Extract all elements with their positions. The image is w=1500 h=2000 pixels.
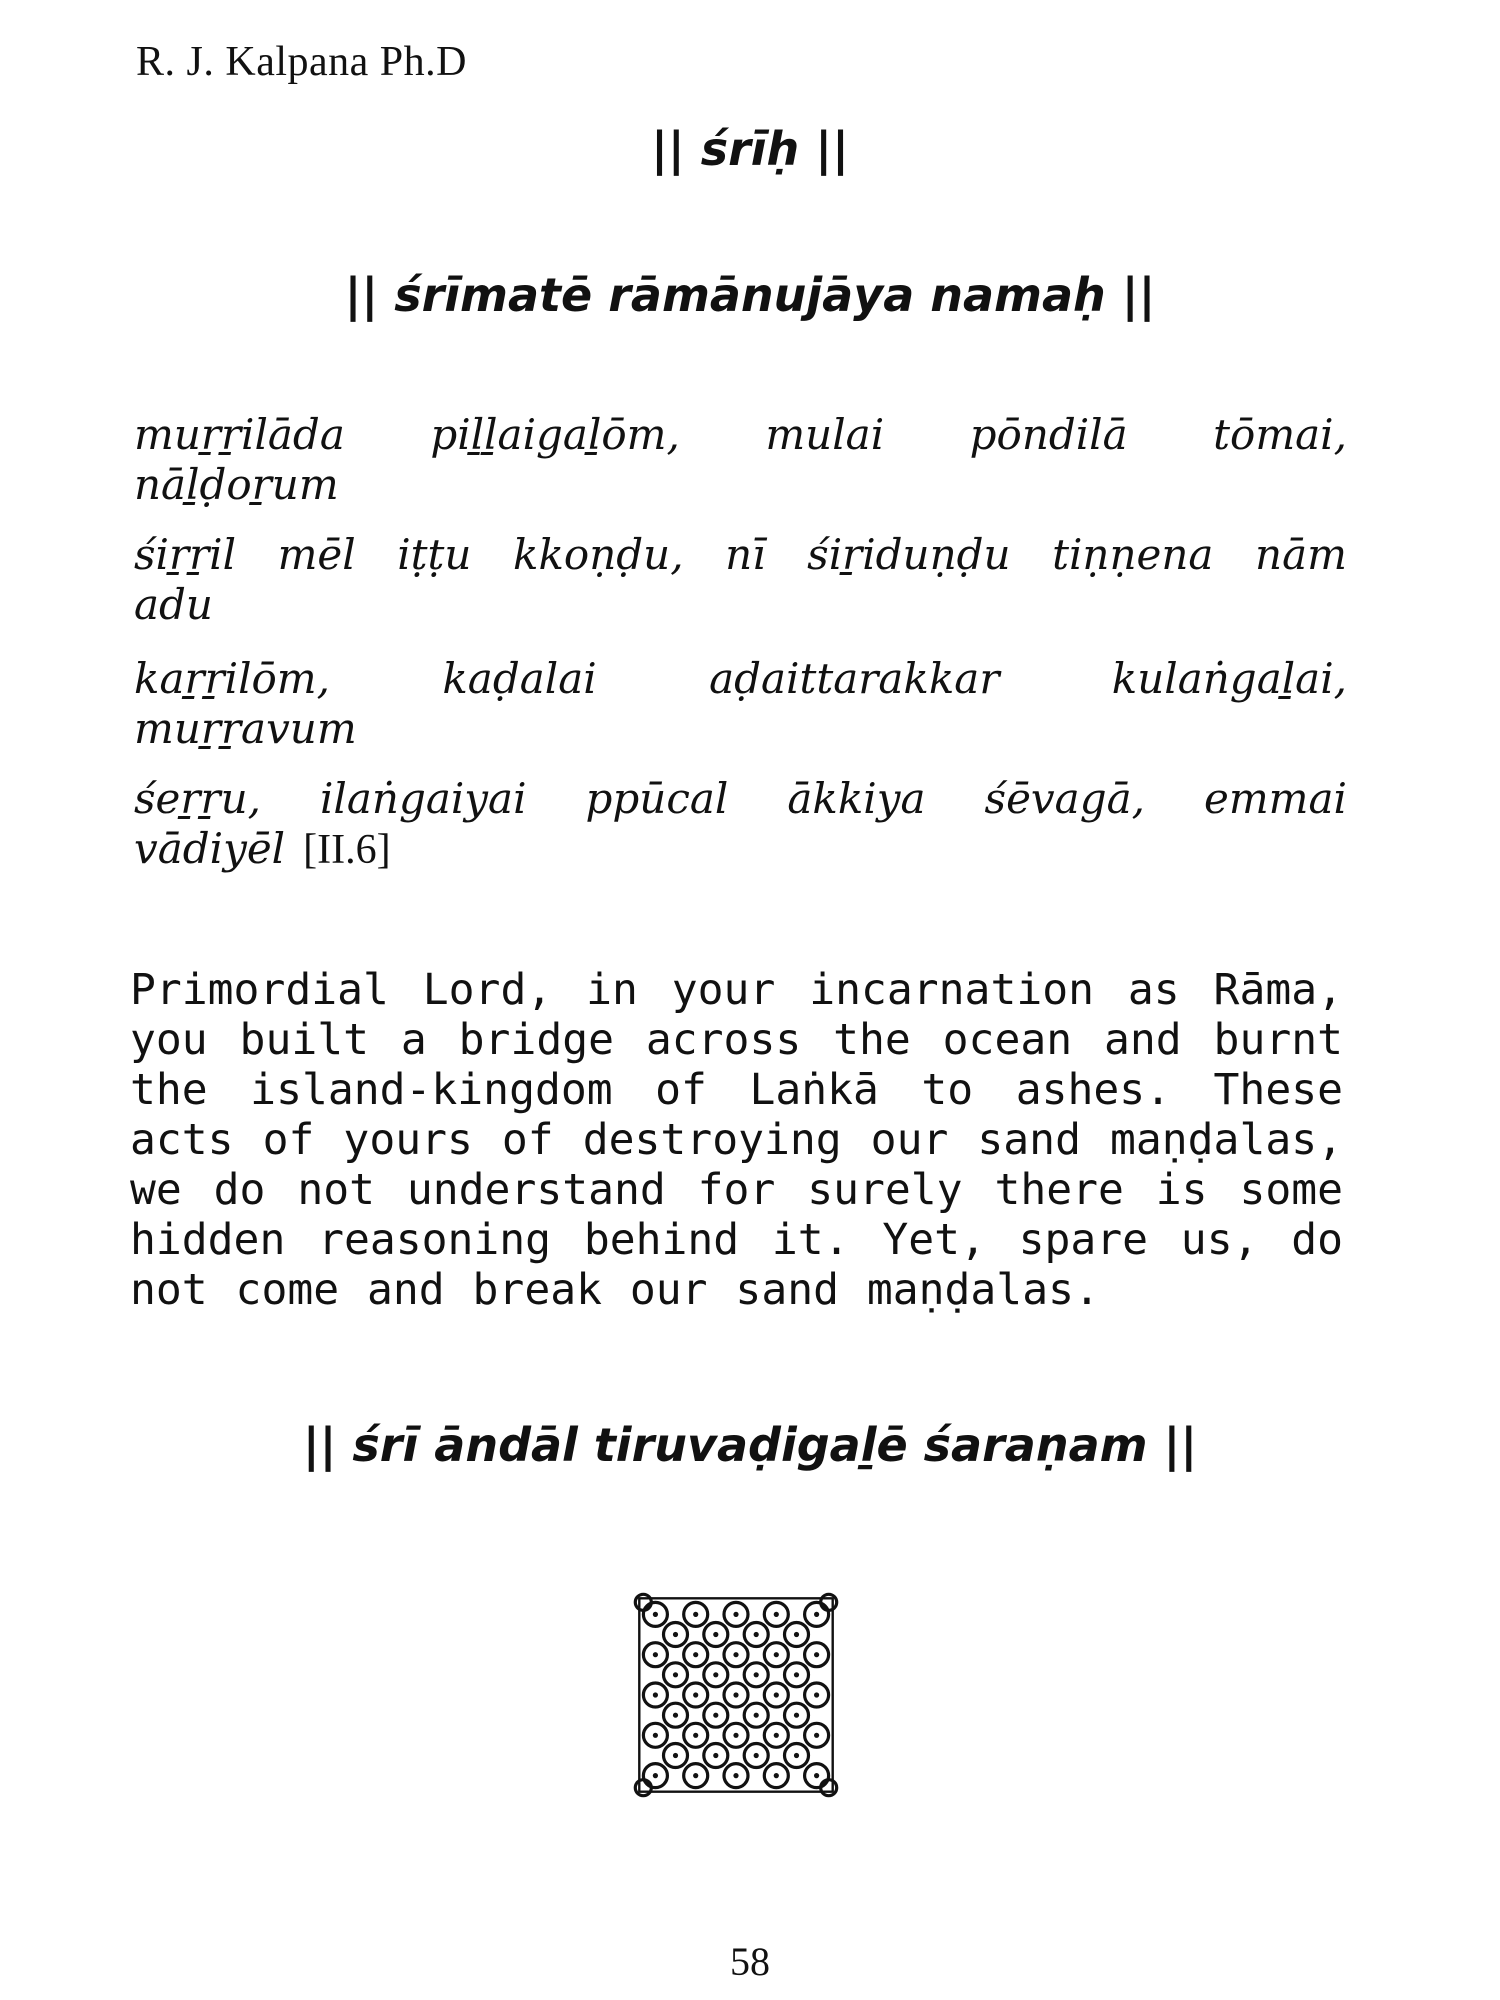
translation-paragraph: Primordial Lord, in your incarnation as Rāma, you built a bridge across the ocean and burnt the island-kingdom of Laṅkā to ashes. These acts of yours of destroying our sand maṇḍalas, we do not understand for surely there is some hidden reasoning behind it. Yet, spare us, do not come and break our sand maṇḍalas. bbox=[130, 965, 1343, 1315]
verse-stanza-2 bbox=[134, 530, 1347, 630]
kolam-dot bbox=[713, 1672, 718, 1677]
invocation-srimate: || śrīmatē rāmānujāya namaḥ || bbox=[344, 268, 1156, 322]
kolam-dot bbox=[733, 1652, 738, 1657]
verse-word: kaṟṟilōm, bbox=[134, 654, 330, 703]
verse-word: śiṟiduṇḍu bbox=[807, 530, 1011, 579]
kolam-dot bbox=[814, 1692, 819, 1697]
verse-word: śēvagā, bbox=[984, 774, 1145, 823]
invocation-srih: || śrīḥ || bbox=[651, 122, 849, 176]
verse-line bbox=[134, 530, 1347, 580]
verse-line bbox=[134, 774, 1347, 824]
verse-word: ppūcal bbox=[585, 774, 729, 823]
kolam-dot bbox=[774, 1692, 779, 1697]
kolam-dot bbox=[693, 1733, 698, 1738]
kolam-dot bbox=[693, 1652, 698, 1657]
kolam-dot bbox=[693, 1692, 698, 1697]
kolam-dot bbox=[794, 1672, 799, 1677]
verse-continuation-line bbox=[134, 824, 1347, 875]
kolam-dot bbox=[673, 1713, 678, 1718]
verse-word: kkoṇḍu, bbox=[513, 530, 684, 579]
verse-word: kulaṅgaḻai, bbox=[1111, 654, 1347, 703]
kolam-tip bbox=[821, 1594, 837, 1610]
verse-continuation: vādiyēl bbox=[134, 824, 286, 873]
verse-word: ilaṅgaiyai bbox=[319, 774, 527, 823]
kolam-dot bbox=[713, 1632, 718, 1637]
closing-invocation: || śrī āndāl tiruvaḍigaḻē śaraṇam || bbox=[302, 1418, 1198, 1472]
verse-word: kaḍalai bbox=[442, 654, 597, 703]
page-number: 58 bbox=[730, 1939, 770, 1984]
kolam-tip bbox=[821, 1780, 837, 1796]
kolam-dot bbox=[733, 1692, 738, 1697]
kolam-dot bbox=[713, 1713, 718, 1718]
kolam-dot bbox=[774, 1612, 779, 1617]
kolam-dot bbox=[774, 1652, 779, 1657]
kolam-dot bbox=[754, 1672, 759, 1677]
kolam-dot bbox=[713, 1753, 718, 1758]
verse-stanza-4 bbox=[134, 774, 1347, 875]
kolam-dot bbox=[794, 1713, 799, 1718]
kolam-tip bbox=[635, 1780, 651, 1796]
verse-word: ākkiya bbox=[787, 774, 926, 823]
verse-continuation: nāḻḍoṟum bbox=[134, 460, 339, 509]
verse-line bbox=[134, 654, 1347, 704]
verse-word: śiṟṟil bbox=[134, 530, 237, 579]
kolam-icon bbox=[596, 1555, 876, 1835]
kolam-dot bbox=[774, 1773, 779, 1778]
kolam-dot bbox=[653, 1692, 658, 1697]
verse-continuation: muṟṟavum bbox=[134, 704, 357, 753]
verse-word: nām bbox=[1255, 530, 1347, 579]
kolam-dot bbox=[653, 1652, 658, 1657]
verse-reference: [II.6] bbox=[303, 827, 391, 873]
kolam-dot bbox=[653, 1612, 658, 1617]
verse-word: nī bbox=[725, 530, 766, 579]
kolam-dot bbox=[653, 1773, 658, 1778]
verse-line bbox=[134, 410, 1347, 460]
verse-word: pōndilā bbox=[969, 410, 1128, 459]
verse-word: iṭṭu bbox=[397, 530, 472, 579]
verse-word: mulai bbox=[765, 410, 885, 459]
verse-word: mēl bbox=[277, 530, 356, 579]
kolam-dot bbox=[794, 1753, 799, 1758]
kolam-dot bbox=[774, 1733, 779, 1738]
verse-word: emmai bbox=[1203, 774, 1347, 823]
kolam-dot bbox=[673, 1632, 678, 1637]
verse-word: muṟṟilāda bbox=[134, 410, 345, 459]
kolam-dot bbox=[754, 1632, 759, 1637]
verse-stanza-1 bbox=[134, 410, 1347, 510]
kolam-dot bbox=[814, 1652, 819, 1657]
verse-word: tōmai, bbox=[1213, 410, 1347, 459]
kolam-dot bbox=[653, 1733, 658, 1738]
verse-word: śeṟṟu, bbox=[134, 774, 261, 823]
kolam-dot bbox=[794, 1632, 799, 1637]
kolam-dot bbox=[733, 1733, 738, 1738]
author-name: R. J. Kalpana Ph.D bbox=[136, 39, 467, 85]
verse-stanza-3 bbox=[134, 654, 1347, 754]
kolam-dot bbox=[673, 1753, 678, 1758]
kolam-dot bbox=[814, 1612, 819, 1617]
verse-word: aḍaittarakkar bbox=[709, 654, 1000, 703]
kolam-dot bbox=[693, 1773, 698, 1778]
kolam-dot bbox=[673, 1672, 678, 1677]
kolam-dot bbox=[814, 1773, 819, 1778]
kolam-dot bbox=[733, 1773, 738, 1778]
verse-continuation: adu bbox=[134, 580, 213, 629]
verse-word: piḻḻaigaḻōm, bbox=[430, 410, 680, 459]
verse-word: tiṇṇena bbox=[1052, 530, 1214, 579]
kolam-tip bbox=[635, 1594, 651, 1610]
kolam-dot bbox=[733, 1612, 738, 1617]
kolam-dot bbox=[754, 1713, 759, 1718]
kolam-dot bbox=[693, 1612, 698, 1617]
kolam-dot bbox=[754, 1753, 759, 1758]
kolam-dot bbox=[814, 1733, 819, 1738]
